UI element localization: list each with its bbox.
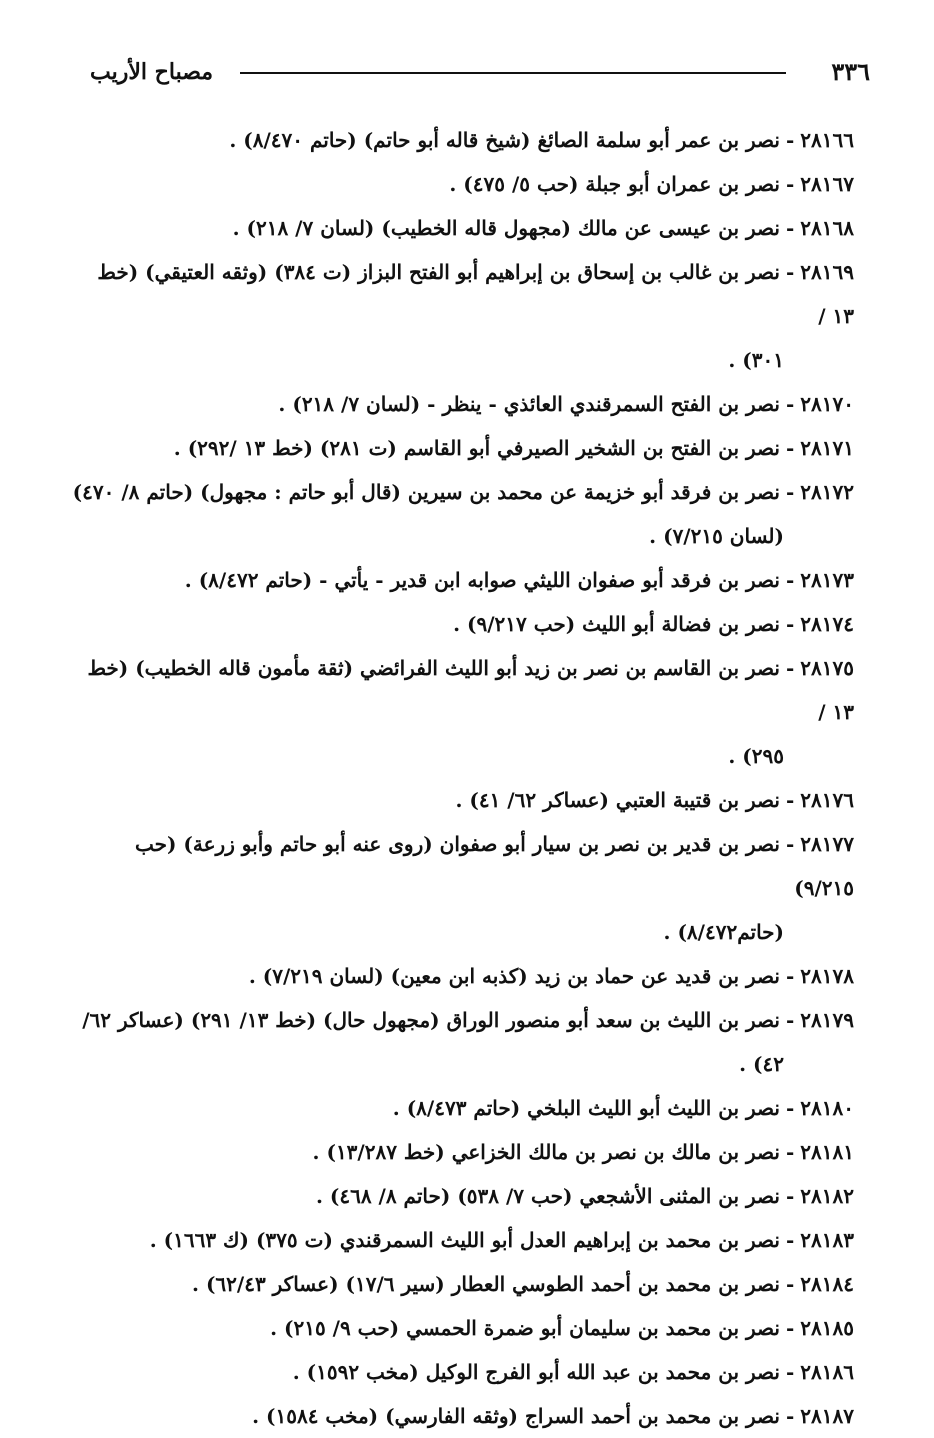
entry-continuation: ٣٠١) . bbox=[728, 348, 784, 372]
entry-text: نصر بن غالب بن إسحاق بن إبراهيم أبو الفتح البزاز (ت ٣٨٤) (وثقه العتيقي) (خط ١٣ / bbox=[97, 260, 854, 328]
entry-text: نصر بن المثنى الأشجعي (حب ٧/ ٥٣٨) (حاتم ٨/ ٤٦٨) . bbox=[315, 1184, 780, 1208]
entry bbox=[70, 162, 854, 206]
entry bbox=[70, 470, 854, 558]
entry bbox=[70, 822, 854, 954]
entry-separator: - bbox=[785, 128, 795, 152]
running-header bbox=[90, 55, 870, 89]
entry-text: نصر بن قديد عن حماد بن زيد (كذبه ابن معين) (لسان ٧/٢١٩) . bbox=[248, 964, 780, 988]
entry-number: ٢٨١٦٨ bbox=[800, 216, 854, 240]
entry-list bbox=[70, 118, 854, 1438]
entry bbox=[70, 250, 854, 382]
entry-text: نصر بن عمران أبو جبلة (حب ٥/ ٤٧٥) . bbox=[449, 172, 780, 196]
page-number: ٣٣٦ bbox=[831, 57, 870, 86]
entry-number: ٢٨١٨٦ bbox=[800, 1360, 854, 1384]
entry-text: نصر بن قدير بن نصر بن سيار أبو صفوان (روى عنه أبو حاتم وأبو زرعة) (حب ٩/٢١٥) bbox=[134, 832, 854, 900]
entry-separator: - bbox=[785, 568, 795, 592]
entry-text: نصر بن مالك بن نصر بن مالك الخزاعي (خط ١٣/٢٨٧) . bbox=[312, 1140, 780, 1164]
entry-number: ٢٨١٦٧ bbox=[800, 172, 854, 196]
entry-text: نصر بن فرقد أبو صفوان الليثي صوابه ابن قدير - يأتي - (حاتم ٨/٤٧٢) . bbox=[184, 568, 780, 592]
entry-text: نصر بن الفتح بن الشخير الصيرفي أبو القاسم (ت ٢٨١) (خط ١٣ /٢٩٢) . bbox=[173, 436, 780, 460]
entry-separator: - bbox=[785, 788, 795, 812]
entry-separator: - bbox=[785, 1184, 795, 1208]
entry-text: نصر بن فضالة أبو الليث (حب ٩/٢١٧) . bbox=[453, 612, 780, 636]
entry bbox=[70, 206, 854, 250]
entry-number: ٢٨١٧٣ bbox=[800, 568, 854, 592]
entry-text: نصر بن محمد بن سليمان أبو ضمرة الحمسي (حب ٩/ ٢١٥) . bbox=[270, 1316, 780, 1340]
entry-text: نصر بن الفتح السمرقندي العائذي - ينظر - (لسان ٧/ ٢١٨) . bbox=[278, 392, 780, 416]
entry-separator: - bbox=[785, 172, 795, 196]
entry bbox=[70, 1086, 854, 1130]
entry-separator: - bbox=[785, 480, 795, 504]
entry-separator: - bbox=[785, 1272, 795, 1296]
entry-number: ٢٨١٨٢ bbox=[800, 1184, 854, 1208]
entry bbox=[70, 602, 854, 646]
entry-text: نصر بن الليث أبو الليث البلخي (حاتم ٨/٤٧٣) . bbox=[392, 1096, 780, 1120]
entry-number: ٢٨١٧١ bbox=[800, 436, 854, 460]
entry-number: ٢٨١٧٠ bbox=[800, 392, 854, 416]
entry-separator: - bbox=[785, 1316, 795, 1340]
entry-text: نصر بن عمر أبو سلمة الصائغ (شيخ قاله أبو حاتم) (حاتم ٨/٤٧٠) . bbox=[229, 128, 780, 152]
entry-separator: - bbox=[785, 1360, 795, 1384]
entry-text: نصر بن محمد بن إبراهيم العدل أبو الليث السمرقندي (ت ٣٧٥) (ك ١٦٦٣) . bbox=[149, 1228, 780, 1252]
entry-number: ٢٨١٧٨ bbox=[800, 964, 854, 988]
entry-separator: - bbox=[785, 216, 795, 240]
entry-number: ٢٨١٧٧ bbox=[800, 832, 854, 856]
entry bbox=[70, 778, 854, 822]
entry-number: ٢٨١٦٦ bbox=[800, 128, 854, 152]
entry-number: ٢٨١٨١ bbox=[800, 1140, 854, 1164]
entry-number: ٢٨١٦٩ bbox=[800, 260, 854, 284]
entry-separator: - bbox=[785, 392, 795, 416]
entry-text: نصر بن محمد بن أحمد الطوسي العطار (سير ١٧/٦) (عساكر ٦٢/٤٣) . bbox=[192, 1272, 780, 1296]
entry-continuation: ٤٢) . bbox=[739, 1052, 784, 1076]
header-rule bbox=[240, 72, 786, 74]
entry-separator: - bbox=[785, 832, 795, 856]
entry bbox=[70, 646, 854, 778]
entry-text: نصر بن قتيبة العتبي (عساكر ٦٢/ ٤١) . bbox=[455, 788, 780, 812]
entry-separator: - bbox=[785, 612, 795, 636]
entry-number: ٢٨١٨٠ bbox=[800, 1096, 854, 1120]
entry-number: ٢٨١٧٦ bbox=[800, 788, 854, 812]
entry-number: ٢٨١٧٢ bbox=[800, 480, 854, 504]
entry-number: ٢٨١٧٥ bbox=[800, 656, 854, 680]
entry-separator: - bbox=[785, 1140, 795, 1164]
entry bbox=[70, 1306, 854, 1350]
entry bbox=[70, 1350, 854, 1394]
entry-number: ٢٨١٧٤ bbox=[800, 612, 854, 636]
entry bbox=[70, 426, 854, 470]
entry-separator: - bbox=[785, 1228, 795, 1252]
entry-separator: - bbox=[785, 436, 795, 460]
entry-text: نصر بن محمد بن عبد الله أبو الفرج الوكيل (مخب ١٥٩٢) . bbox=[292, 1360, 780, 1384]
entry-text: نصر بن فرقد أبو خزيمة عن محمد بن سيرين (قال أبو حاتم : مجهول) (حاتم ٨/ ٤٧٠) bbox=[72, 480, 780, 504]
entry-separator: - bbox=[785, 656, 795, 680]
entry-continuation: ٢٩٥) . bbox=[728, 744, 784, 768]
entry bbox=[70, 118, 854, 162]
entry-text: نصر بن الليث بن سعد أبو منصور الوراق (مجهول حال) (خط ١٣/ ٢٩١) (عساكر ٦٢/ bbox=[82, 1008, 780, 1032]
entry bbox=[70, 954, 854, 998]
entry-text: نصر بن عيسى عن مالك (مجهول قاله الخطيب) (لسان ٧/ ٢١٨) . bbox=[232, 216, 780, 240]
entry bbox=[70, 1394, 854, 1438]
entry-separator: - bbox=[785, 260, 795, 284]
entry-number: ٢٨١٨٧ bbox=[800, 1404, 854, 1428]
entry-separator: - bbox=[785, 1404, 795, 1428]
entry-continuation: (حاتم٨/٤٧٢) . bbox=[663, 920, 784, 944]
entry bbox=[70, 1130, 854, 1174]
entry-continuation: (لسان ٧/٢١٥) . bbox=[649, 524, 784, 548]
entry-separator: - bbox=[785, 1008, 795, 1032]
entry bbox=[70, 998, 854, 1086]
entry-separator: - bbox=[785, 964, 795, 988]
entry-number: ٢٨١٧٩ bbox=[800, 1008, 854, 1032]
entry-separator: - bbox=[785, 1096, 795, 1120]
entry bbox=[70, 382, 854, 426]
entry-text: نصر بن محمد بن أحمد السراج (وثقه الفارسي) (مخب ١٥٨٤) . bbox=[252, 1404, 780, 1428]
entry-text: نصر بن القاسم بن نصر بن زيد أبو الليث الفرائضي (ثقة مأمون قاله الخطيب) (خط ١٣ / bbox=[87, 656, 854, 724]
entry-number: ٢٨١٨٣ bbox=[800, 1228, 854, 1252]
entry-number: ٢٨١٨٤ bbox=[800, 1272, 854, 1296]
entry bbox=[70, 1262, 854, 1306]
entry bbox=[70, 1218, 854, 1262]
entry bbox=[70, 558, 854, 602]
entry-number: ٢٨١٨٥ bbox=[800, 1316, 854, 1340]
book-title: مصباح الأريب bbox=[90, 59, 214, 85]
entry bbox=[70, 1174, 854, 1218]
